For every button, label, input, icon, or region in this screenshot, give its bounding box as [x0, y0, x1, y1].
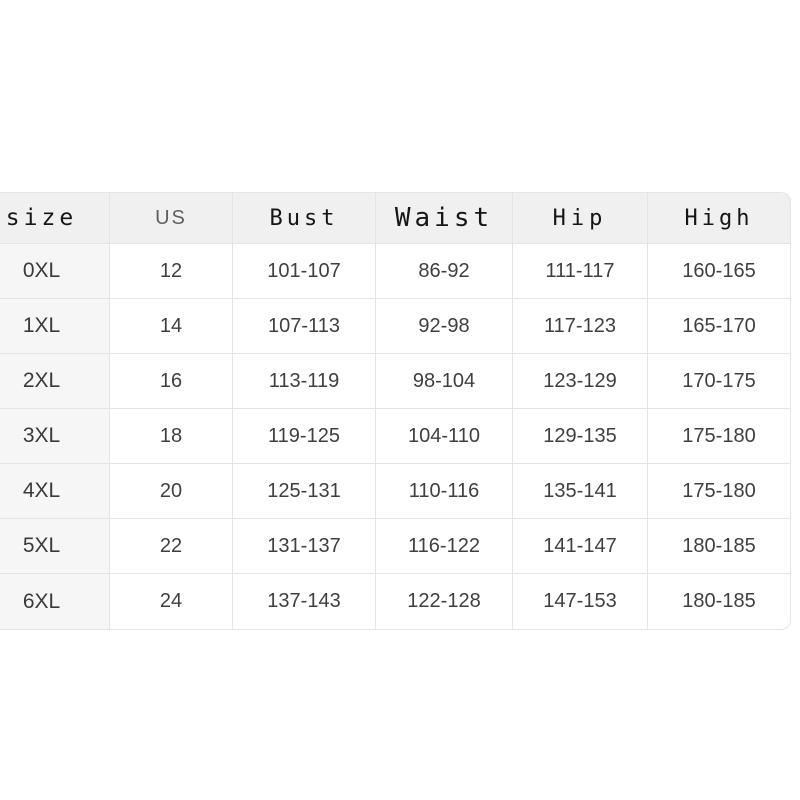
cell-2XL-bust: 113-119: [233, 354, 376, 409]
row-label-3XL: 3XL: [0, 409, 110, 464]
row-label-0XL: 0XL: [0, 244, 110, 299]
size-chart-table: [0, 192, 791, 630]
cell-4XL-high: 175-180: [648, 464, 790, 519]
row-label-5XL: 5XL: [0, 519, 110, 574]
cell-0XL-waist: 86-92: [376, 244, 513, 299]
header-cell-bust: Bust: [233, 193, 376, 244]
cell-6XL-bust: 137-143: [233, 574, 376, 629]
cell-0XL-hip: 111-117: [513, 244, 648, 299]
cell-5XL-bust: 131-137: [233, 519, 376, 574]
row-label-1XL: 1XL: [0, 299, 110, 354]
cell-1XL-high: 165-170: [648, 299, 790, 354]
row-label-4XL: 4XL: [0, 464, 110, 519]
row-label-6XL: 6XL: [0, 574, 110, 629]
cell-5XL-us: 22: [110, 519, 233, 574]
cell-3XL-bust: 119-125: [233, 409, 376, 464]
row-label-2XL: 2XL: [0, 354, 110, 409]
cell-5XL-hip: 141-147: [513, 519, 648, 574]
cell-6XL-high: 180-185: [648, 574, 790, 629]
cell-4XL-us: 20: [110, 464, 233, 519]
cell-0XL-us: 12: [110, 244, 233, 299]
cell-6XL-us: 24: [110, 574, 233, 629]
cell-0XL-high: 160-165: [648, 244, 790, 299]
cell-3XL-us: 18: [110, 409, 233, 464]
cell-6XL-waist: 122-128: [376, 574, 513, 629]
header-cell-us: US: [110, 193, 233, 244]
cell-3XL-hip: 129-135: [513, 409, 648, 464]
cell-5XL-high: 180-185: [648, 519, 790, 574]
cell-1XL-hip: 117-123: [513, 299, 648, 354]
cell-6XL-hip: 147-153: [513, 574, 648, 629]
cell-2XL-hip: 123-129: [513, 354, 648, 409]
cell-2XL-high: 170-175: [648, 354, 790, 409]
cell-2XL-waist: 98-104: [376, 354, 513, 409]
cell-1XL-waist: 92-98: [376, 299, 513, 354]
header-cell-size: size: [0, 193, 110, 244]
cell-1XL-us: 14: [110, 299, 233, 354]
header-cell-waist: Waist: [376, 193, 513, 244]
header-cell-hip: Hip: [513, 193, 648, 244]
cell-3XL-high: 175-180: [648, 409, 790, 464]
cell-5XL-waist: 116-122: [376, 519, 513, 574]
cell-0XL-bust: 101-107: [233, 244, 376, 299]
cell-4XL-bust: 125-131: [233, 464, 376, 519]
header-cell-high: High: [648, 193, 790, 244]
cell-1XL-bust: 107-113: [233, 299, 376, 354]
cell-2XL-us: 16: [110, 354, 233, 409]
cell-3XL-waist: 104-110: [376, 409, 513, 464]
cell-4XL-waist: 110-116: [376, 464, 513, 519]
cell-4XL-hip: 135-141: [513, 464, 648, 519]
